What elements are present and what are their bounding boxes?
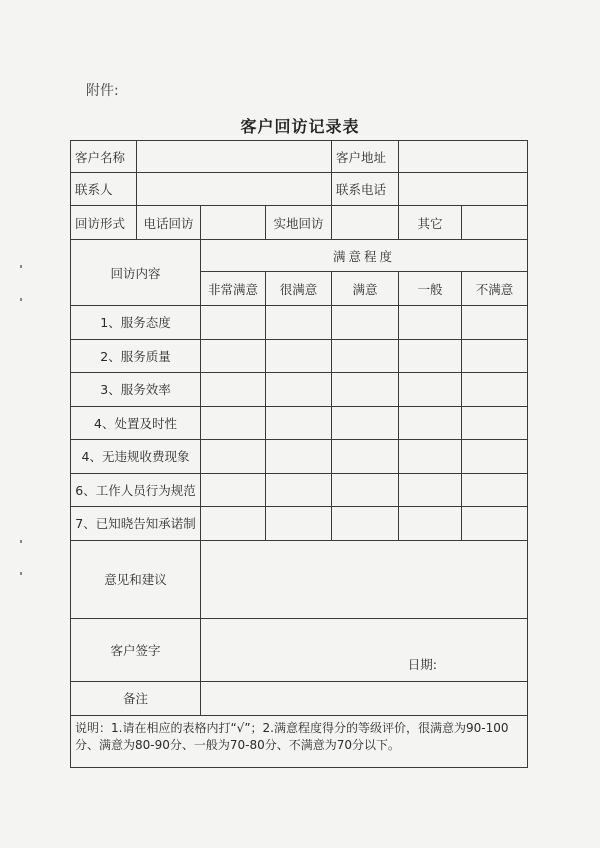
content-label: 回访内容 <box>71 240 201 306</box>
item-label: 1、服务态度 <box>71 306 201 340</box>
level-header: 一般 <box>399 272 462 306</box>
rating-cell[interactable] <box>332 440 399 474</box>
rating-cell[interactable] <box>462 507 528 541</box>
item-row <box>71 440 528 474</box>
rating-cell[interactable] <box>462 339 528 373</box>
level-header: 很满意 <box>266 272 332 306</box>
rating-cell[interactable] <box>201 507 266 541</box>
rating-cell[interactable] <box>399 440 462 474</box>
attachment-label: 附件: <box>86 83 119 99</box>
visit-form-phone-check[interactable] <box>201 206 266 240</box>
satisfaction-header-row <box>71 240 528 272</box>
visit-record-table <box>70 140 528 768</box>
visit-form-other-label: 其它 <box>399 206 462 240</box>
signature-row <box>71 618 528 681</box>
contact-row <box>71 173 528 206</box>
visit-form-label: 回访形式 <box>71 206 137 240</box>
rating-cell[interactable] <box>399 507 462 541</box>
note-row <box>71 715 528 767</box>
scan-mark <box>20 265 22 268</box>
rating-cell[interactable] <box>462 406 528 440</box>
signature-field[interactable] <box>201 618 528 681</box>
contact-phone-field[interactable] <box>399 173 528 206</box>
opinion-row <box>71 540 528 618</box>
visit-form-onsite-label: 实地回访 <box>266 206 332 240</box>
item-row <box>71 507 528 541</box>
rating-cell[interactable] <box>399 306 462 340</box>
item-rows <box>71 306 528 541</box>
signature-label: 客户签字 <box>71 618 201 681</box>
note-text: 说明：1.请在相应的表格内打“√”；2.满意程度得分的等级评价，很满意为90-100分、满意为80-90分、一般为70-80分、不满意为70分以下。 <box>71 715 528 767</box>
rating-cell[interactable] <box>266 306 332 340</box>
rating-cell[interactable] <box>332 507 399 541</box>
rating-cell[interactable] <box>266 473 332 507</box>
customer-name-field[interactable] <box>137 141 332 173</box>
rating-cell[interactable] <box>266 373 332 407</box>
rating-cell[interactable] <box>201 440 266 474</box>
scan-mark <box>20 572 22 575</box>
contact-phone-label: 联系电话 <box>332 173 399 206</box>
item-label: 4、处置及时性 <box>71 406 201 440</box>
item-label: 2、服务质量 <box>71 339 201 373</box>
item-label: 3、服务效率 <box>71 373 201 407</box>
rating-cell[interactable] <box>201 373 266 407</box>
scan-mark <box>20 298 22 301</box>
item-row <box>71 339 528 373</box>
rating-cell[interactable] <box>266 507 332 541</box>
item-label: 4、无违规收费现象 <box>71 440 201 474</box>
date-label: 日期: <box>407 656 437 672</box>
rating-cell[interactable] <box>332 339 399 373</box>
rating-cell[interactable] <box>201 473 266 507</box>
remark-row <box>71 681 528 715</box>
rating-cell[interactable] <box>462 306 528 340</box>
rating-cell[interactable] <box>266 440 332 474</box>
rating-cell[interactable] <box>399 373 462 407</box>
customer-name-row <box>71 141 528 173</box>
item-row <box>71 406 528 440</box>
remark-field[interactable] <box>201 681 528 715</box>
rating-cell[interactable] <box>266 339 332 373</box>
scan-mark <box>20 540 22 543</box>
rating-cell[interactable] <box>201 339 266 373</box>
satisfaction-header: 满意程度 <box>201 240 528 272</box>
opinion-field[interactable] <box>201 540 528 618</box>
contact-label: 联系人 <box>71 173 137 206</box>
rating-cell[interactable] <box>462 473 528 507</box>
customer-address-field[interactable] <box>399 141 528 173</box>
customer-address-label: 客户地址 <box>332 141 399 173</box>
item-row <box>71 306 528 340</box>
visit-form-row <box>71 206 528 240</box>
rating-cell[interactable] <box>399 406 462 440</box>
rating-cell[interactable] <box>399 473 462 507</box>
rating-cell[interactable] <box>399 339 462 373</box>
item-row <box>71 473 528 507</box>
form-title: 客户回访记录表 <box>240 117 360 136</box>
rating-cell[interactable] <box>462 373 528 407</box>
level-header: 不满意 <box>462 272 528 306</box>
item-row <box>71 373 528 407</box>
contact-field[interactable] <box>137 173 332 206</box>
customer-name-label: 客户名称 <box>71 141 137 173</box>
rating-cell[interactable] <box>332 473 399 507</box>
item-label: 7、已知晓告知承诺制 <box>71 507 201 541</box>
visit-form-other-check[interactable] <box>462 206 528 240</box>
level-header: 非常满意 <box>201 272 266 306</box>
visit-form-onsite-check[interactable] <box>332 206 399 240</box>
rating-cell[interactable] <box>462 440 528 474</box>
opinion-label: 意见和建议 <box>71 540 201 618</box>
visit-form-phone-label: 电话回访 <box>137 206 201 240</box>
rating-cell[interactable] <box>332 406 399 440</box>
rating-cell[interactable] <box>266 406 332 440</box>
rating-cell[interactable] <box>201 306 266 340</box>
rating-cell[interactable] <box>201 406 266 440</box>
remark-label: 备注 <box>71 681 201 715</box>
rating-cell[interactable] <box>332 306 399 340</box>
level-header: 满意 <box>332 272 399 306</box>
rating-cell[interactable] <box>332 373 399 407</box>
item-label: 6、工作人员行为规范 <box>71 473 201 507</box>
